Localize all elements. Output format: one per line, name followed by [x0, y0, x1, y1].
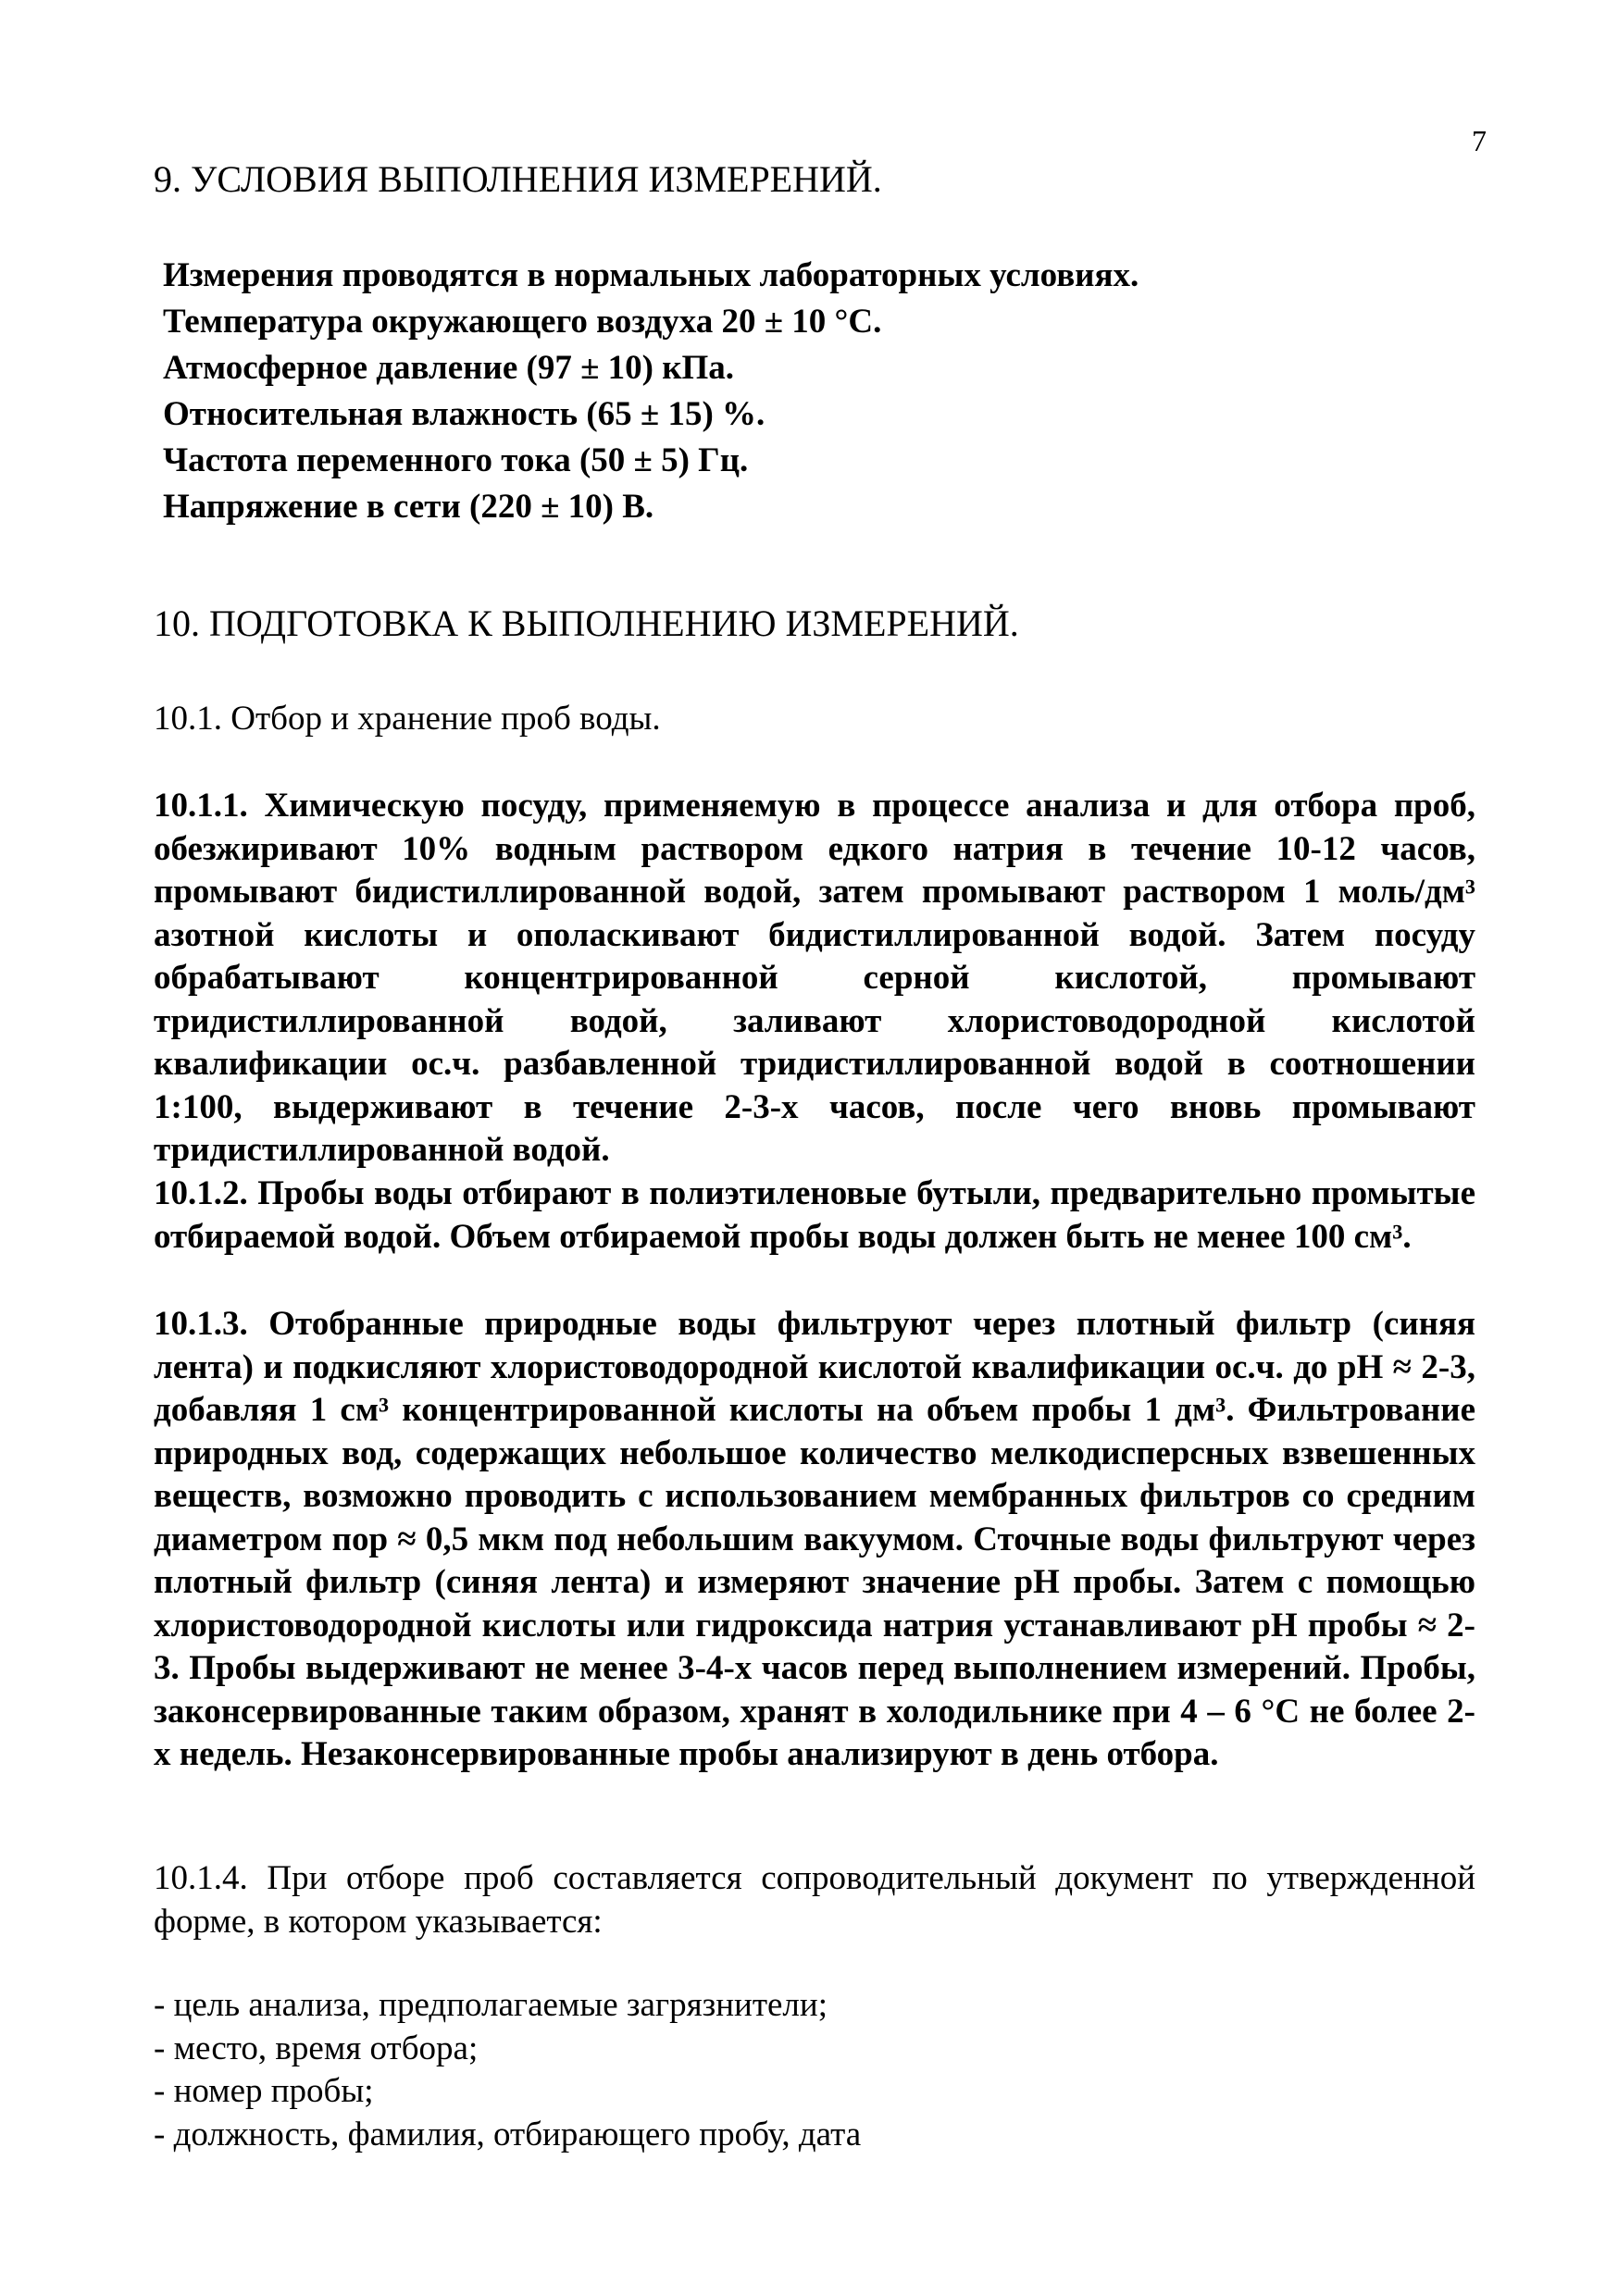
- document-fields-list: [154, 1984, 861, 2156]
- list-item: - цель анализа, предполагаемые загрязнители;: [154, 1986, 828, 2024]
- section-9-title: 9. УСЛОВИЯ ВЫПОЛНЕНИЯ ИЗМЕРЕНИЙ.: [154, 158, 882, 200]
- list-item: - должность, фамилия, отбирающего пробу, дата: [154, 2115, 862, 2153]
- paragraph-10-1-4: 10.1.4. При отборе проб составляется сопроводительный документ по утвержденной форме, в котором указывается:: [154, 1859, 1475, 1941]
- section-10-title: 10. ПОДГОТОВКА К ВЫПОЛНЕНИЮ ИЗМЕРЕНИЙ.: [154, 602, 1019, 644]
- list-item: - место, время отбора;: [154, 2029, 479, 2067]
- condition-item: Частота переменного тока (50 ± 5) Гц.: [163, 441, 749, 479]
- condition-item: Атмосферное давление (97 ± 10) кПа.: [163, 349, 735, 387]
- measurement-conditions-list: [163, 253, 1459, 530]
- paragraph-10-1-1: 10.1.1. Химическую посуду, применяемую в процессе анализа и для отбора проб, обезжиривают 10% водным раствором едкого натрия в течение 10-12 часов, промывают бидистиллированной водой, затем промывают раствором 1 моль/дм³ азотной кислоты и ополаскивают бидистиллированной водой. Затем посуду обрабатывают концентрированной серной кислотой, промывают тридистиллированной водой, заливают хлористоводородной кислотой квалификации ос.ч. разбавленной тридистиллированной водой в соотношении 1:100, выдерживают в течение 2-3-х часов, после чего вновь промывают тридистиллированной водой.: [154, 787, 1475, 1169]
- condition-item: Относительная влажность (65 ± 15) %.: [163, 395, 765, 433]
- section-9: [154, 157, 1472, 202]
- section-10: [154, 602, 1472, 646]
- condition-item: Температура окружающего воздуха 20 ± 10 °С.: [163, 303, 882, 341]
- paragraph-10-1-2: 10.1.2. Пробы воды отбирают в полиэтиленовые бутыли, предварительно промытые отбираемой водой. Объем отбираемой пробы воды должен быть не менее 100 см³.: [154, 1174, 1475, 1256]
- condition-item: Измерения проводятся в нормальных лабораторных условиях.: [163, 256, 1139, 294]
- list-item: - номер пробы;: [154, 2072, 374, 2110]
- condition-item: Напряжение в сети (220 ± 10) В.: [163, 488, 654, 526]
- page-number: 7: [1472, 124, 1487, 157]
- subsection-10-1-title: 10.1. Отбор и хранение проб воды.: [154, 700, 661, 738]
- paragraph-10-1-3: 10.1.3. Отобранные природные воды фильтруют через плотный фильтр (синяя лента) и подкисляют хлористоводородной кислотой квалификации ос.ч. до pH ≈ 2-3, добавляя 1 см³ концентрированной кислоты на объем пробы 1 дм³. Фильтрование природных вод, содержащих небольшое количество мелкодисперсных взвешенных веществ, возможно проводить с использованием мембранных фильтров со средним диаметром пор ≈ 0,5 мкм под небольшим вакуумом. Сточные воды фильтруют через плотный фильтр (синяя лента) и измеряют значение pH пробы. Затем с помощью хлористоводородной кислоты или гидроксида натрия устанавливают pH пробы ≈ 2-3. Пробы выдерживают не менее 3-4-х часов перед выполнением измерений. Пробы, законсервированные таким образом, хранят в холодильнике при 4 – 6 °С не более 2-х недель. Незаконсервированные пробы анализируют в день отбора.: [154, 1305, 1475, 1773]
